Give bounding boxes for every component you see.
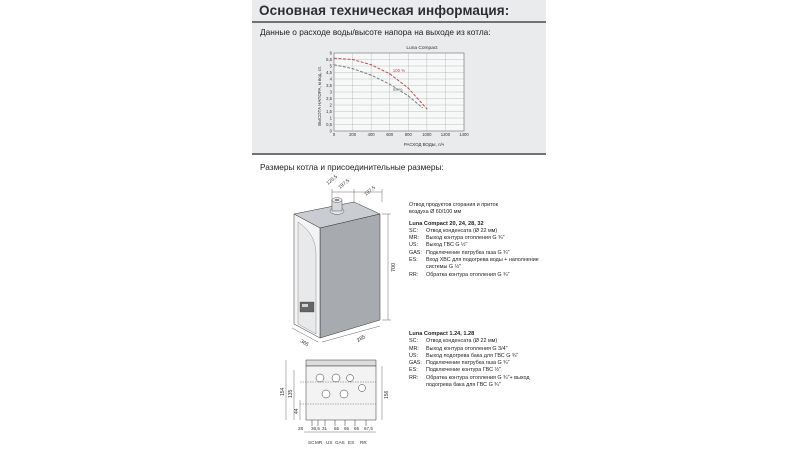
y-tick-label: 5,5 <box>326 56 332 62</box>
connections-legend <box>409 202 545 279</box>
y-tick-label: 2,5 <box>326 95 332 101</box>
section-divider <box>252 153 546 155</box>
title-divider <box>252 21 546 23</box>
bottom-view <box>286 360 382 432</box>
datasheet-page <box>252 0 546 450</box>
data-point <box>426 108 427 109</box>
data-point <box>333 58 334 59</box>
connection-label: GAS <box>335 440 345 445</box>
series-label: 85 % <box>392 87 403 93</box>
legend-description: Выход ГВС G ½" <box>426 242 468 249</box>
legend-code: US: <box>409 242 418 249</box>
legend-description: Подключение патрубка газа G ¾" <box>426 360 510 367</box>
height-dimension <box>382 214 391 320</box>
legend-code: RR: <box>409 374 419 381</box>
chart-title: Luna Compact <box>406 46 438 51</box>
legend-code: ES: <box>409 257 418 264</box>
data-point <box>422 107 423 108</box>
connection-label: RR <box>360 440 367 445</box>
model2-title: Luna Compact 1.24, 1.28 <box>409 331 475 337</box>
legend-code: GAS: <box>409 360 422 367</box>
technical-info-panel <box>252 0 546 153</box>
x-tick-label: 600 <box>386 132 394 137</box>
legend-description: Выход контура отопления G 3/4" <box>426 345 508 352</box>
connection-labels <box>308 440 367 445</box>
data-point <box>333 64 334 65</box>
legend-row <box>409 250 545 257</box>
spacing-label: 65 <box>354 426 360 431</box>
spacing-label: 67,5 <box>364 426 373 431</box>
chart-y-label: ВЫСОТА НАПОРА, м вод. ст. <box>317 66 322 126</box>
data-point <box>371 64 372 65</box>
connections-legend-2 <box>409 330 545 389</box>
model1-title: Luna Compact 20, 24, 28, 32 <box>409 220 484 227</box>
spacing-labels <box>298 426 373 431</box>
legend-row <box>409 338 545 345</box>
spacing-label: 28 <box>298 426 304 431</box>
legend-row <box>409 353 545 360</box>
dim-bottom-135: 135 <box>288 389 294 398</box>
spacing-label: 65 <box>344 426 350 431</box>
legend-code: RR: <box>409 271 419 278</box>
x-tick-label: 0 <box>332 132 336 137</box>
y-tick-label: 1 <box>329 115 332 121</box>
legend-row <box>409 367 545 374</box>
legend-description: Отвод конденсата (Ø 22 мм) <box>426 227 498 234</box>
legend-description: Подключение контура ГВС ½" <box>426 367 501 374</box>
data-point <box>408 88 409 89</box>
legend-row <box>409 242 545 249</box>
legend-code: GAS: <box>409 249 422 256</box>
spacing-label: 36,5 <box>311 426 320 431</box>
dimensions-caption: Размеры котла и присоединительные размеры: <box>260 162 444 172</box>
flue-text: Отвод продуктов сгорания и приток воздуха Ø 60/100 мм <box>409 202 498 216</box>
legend-row <box>409 257 545 272</box>
y-tick-label: 1,5 <box>326 108 332 114</box>
x-tick-label: 1200 <box>440 132 451 137</box>
model1-items <box>409 228 545 279</box>
y-tick-label: 4 <box>329 76 332 82</box>
y-tick-label: 5 <box>329 63 332 69</box>
y-tick-label: 0,5 <box>326 121 332 127</box>
data-point <box>417 98 418 99</box>
dim-bottom-44: 44 <box>294 408 300 414</box>
legend-code: ES: <box>409 367 418 374</box>
dim-depth: 285 <box>356 334 367 344</box>
x-tick-label: 200 <box>349 132 357 137</box>
legend-code: SC: <box>409 227 418 234</box>
dim-bottom-154: 154 <box>280 387 286 396</box>
model2-items <box>409 338 545 389</box>
y-tick-label: 3,5 <box>326 82 332 88</box>
x-tick-label: 1000 <box>422 132 432 137</box>
legend-row <box>409 375 545 390</box>
legend-description: Обратка контура отопления G ¾"+ выход подогрева бака для ГВС G ¾" <box>426 374 530 389</box>
data-point <box>389 84 390 85</box>
connection-label: MR <box>315 440 323 445</box>
data-point <box>389 73 390 74</box>
data-point <box>408 95 409 96</box>
dim-top-3: 197,5 <box>363 184 377 198</box>
boiler-body <box>294 198 380 338</box>
boiler-dimension-drawing <box>276 174 410 450</box>
dimensions-panel <box>252 156 546 450</box>
y-tick-label: 0 <box>329 128 332 134</box>
y-tick-label: 3 <box>329 89 332 95</box>
legend-description: Вход ХВС для подогрева воды + наполнение системы G ½" <box>426 257 539 271</box>
series-label: 100 % <box>392 67 406 73</box>
connection-label: ES <box>348 440 355 445</box>
y-tick-label: 4,5 <box>326 69 332 75</box>
legend-code: MR: <box>409 235 419 242</box>
spacing-label: 65 <box>334 426 340 431</box>
legend-description: Обратка контура отопления G ¾" <box>426 271 510 278</box>
legend-description: Выход подогрева бака для ГВС G ¾" <box>426 352 519 359</box>
legend-row <box>409 272 545 279</box>
dim-top-2: 197,5 <box>337 177 351 191</box>
connection-label: SC <box>308 440 315 445</box>
page-title: Основная техническая информация: <box>259 3 510 18</box>
legend-code: US: <box>409 352 418 359</box>
spacing-label: 31 <box>322 426 328 431</box>
data-point <box>371 75 372 76</box>
dim-width: 365 <box>299 338 310 349</box>
flow-caption: Данные о расходе воды/высоте напора на выходе из котла: <box>260 27 491 37</box>
legend-code: MR: <box>409 345 419 352</box>
data-point <box>352 68 353 69</box>
data-point <box>352 59 353 60</box>
legend-description: Отвод конденсата (Ø 22 мм) <box>426 338 498 345</box>
y-tick-label: 6 <box>329 50 332 56</box>
x-tick-label: 400 <box>367 132 375 137</box>
legend-row <box>409 346 545 353</box>
dim-height: 700 <box>391 262 397 272</box>
legend-description: Подключение патрубка газа G ¾" <box>426 249 510 256</box>
x-tick-label: 1400 <box>459 132 469 137</box>
legend-row <box>409 228 545 235</box>
legend-description: Выход контура отопления G ¾" <box>426 235 505 242</box>
x-tick-label: 800 <box>404 132 412 137</box>
dim-bottom-156: 156 <box>384 390 390 399</box>
dim-top-1: 120,5 <box>325 174 339 187</box>
chart-x-label: РАСХОД ВОДЫ, л/ч <box>403 142 445 147</box>
legend-code: SC: <box>409 338 418 345</box>
pump-curve-chart <box>314 41 474 149</box>
y-tick-label: 2 <box>329 102 332 108</box>
connection-label: US <box>326 440 333 445</box>
